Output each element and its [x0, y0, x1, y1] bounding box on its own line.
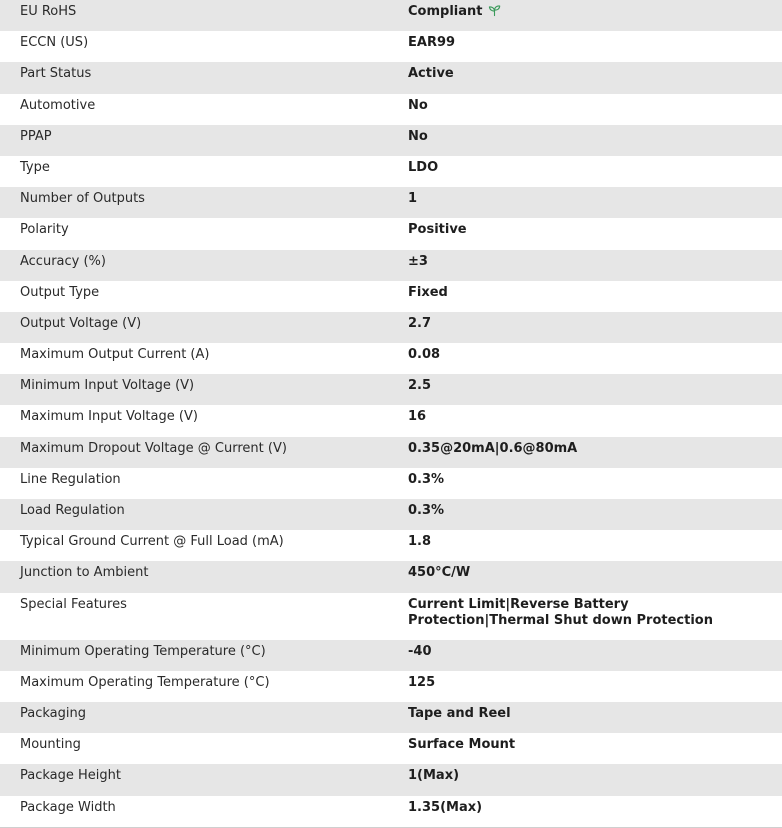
spec-label: Accuracy (%) — [20, 253, 106, 269]
spec-value: EAR99 — [408, 35, 456, 51]
spec-row-type — [0, 156, 782, 187]
spec-row-eccn — [0, 31, 782, 62]
spec-label: Package Width — [20, 799, 116, 815]
spec-value-text: Compliant — [408, 4, 483, 19]
spec-value: Surface Mount — [408, 737, 516, 753]
spec-value: 1(Max) — [408, 768, 460, 784]
spec-row-polarity — [0, 218, 782, 249]
spec-label: ECCN (US) — [20, 35, 89, 51]
spec-row-package-width — [0, 796, 782, 827]
spec-value: 2.7 — [408, 315, 432, 331]
spec-row-automotive — [0, 94, 782, 125]
spec-label: Output Voltage (V) — [20, 315, 142, 331]
spec-value: 450°C/W — [408, 565, 471, 581]
spec-value: Positive — [408, 222, 467, 238]
spec-row-eu-rohs — [0, 0, 782, 31]
spec-row-line-regulation — [0, 468, 782, 499]
spec-label: PPAP — [20, 128, 52, 144]
spec-row-output-voltage — [0, 312, 782, 343]
spec-value: Current Limit|Reverse Battery Protection|Thermal Shut down Protection — [408, 596, 713, 628]
spec-label: Line Regulation — [20, 471, 121, 487]
spec-label: Package Height — [20, 768, 121, 784]
spec-label: Number of Outputs — [20, 191, 145, 207]
spec-label: Junction to Ambient — [20, 565, 149, 581]
spec-row-junction-to-ambient — [0, 561, 782, 592]
spec-label: Maximum Input Voltage (V) — [20, 409, 198, 425]
spec-value: 16 — [408, 409, 427, 425]
spec-label: Output Type — [20, 284, 100, 300]
spec-label: Polarity — [20, 222, 69, 238]
spec-row-mounting — [0, 733, 782, 764]
spec-value: LDO — [408, 159, 439, 175]
spec-value: 0.35@20mA|0.6@80mA — [408, 440, 578, 456]
spec-value: 0.3% — [408, 471, 445, 487]
spec-value: 0.08 — [408, 347, 441, 363]
spec-row-min-input-voltage — [0, 374, 782, 405]
spec-label: Maximum Operating Temperature (°C) — [20, 674, 270, 690]
spec-value: No — [408, 128, 428, 144]
spec-value: ±3 — [408, 253, 428, 269]
spec-value: Tape and Reel — [408, 705, 511, 721]
spec-value: 2.5 — [408, 378, 432, 394]
spec-value: Active — [408, 66, 454, 82]
spec-label: Packaging — [20, 705, 86, 721]
spec-row-packaging — [0, 702, 782, 733]
spec-label: Type — [20, 159, 50, 175]
spec-label: EU RoHS — [20, 4, 77, 19]
spec-label: Minimum Input Voltage (V) — [20, 378, 195, 394]
spec-row-max-operating-temp — [0, 671, 782, 702]
spec-label: Typical Ground Current @ Full Load (mA) — [20, 534, 284, 550]
spec-row-load-regulation — [0, 499, 782, 530]
spec-value: 125 — [408, 674, 436, 690]
spec-row-min-operating-temp — [0, 640, 782, 671]
spec-label: Load Regulation — [20, 503, 125, 518]
spec-row-accuracy — [0, 250, 782, 281]
spec-label: Part Status — [20, 66, 92, 82]
spec-value: 1.35(Max) — [408, 799, 483, 815]
spec-row-max-input-voltage — [0, 405, 782, 436]
spec-label: Mounting — [20, 737, 81, 753]
spec-label: Special Features — [20, 596, 127, 612]
spec-value — [388, 0, 782, 31]
spec-row-ground-current — [0, 530, 782, 561]
spec-row-max-dropout-voltage — [0, 437, 782, 468]
spec-value: Fixed — [408, 284, 448, 300]
spec-value: 1.8 — [408, 534, 432, 550]
spec-value: No — [408, 97, 428, 113]
spec-value: 0.3% — [408, 503, 445, 518]
spec-row-ppap — [0, 125, 782, 156]
spec-label: Minimum Operating Temperature (°C) — [20, 643, 266, 659]
spec-row-special-features — [0, 593, 782, 640]
spec-label: Maximum Dropout Voltage @ Current (V) — [20, 440, 287, 456]
leaf-icon — [488, 4, 501, 17]
spec-row-part-status — [0, 62, 782, 93]
spec-label: Maximum Output Current (A) — [20, 347, 210, 363]
spec-row-number-of-outputs — [0, 187, 782, 218]
spec-row-package-height — [0, 764, 782, 795]
spec-value: -40 — [408, 643, 432, 659]
spec-row-output-type — [0, 281, 782, 312]
spec-row-max-output-current — [0, 343, 782, 374]
spec-value: 1 — [408, 191, 418, 207]
spec-label: Automotive — [20, 97, 96, 113]
